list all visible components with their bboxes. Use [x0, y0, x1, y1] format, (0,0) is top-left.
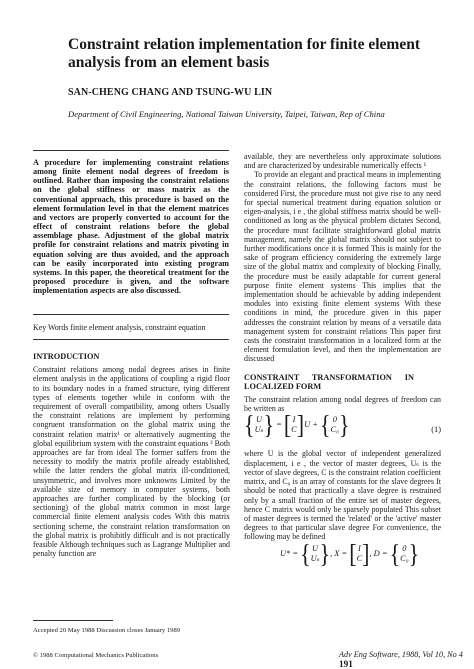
paper-title: Constraint relation implementation for finite element analysis from an element basis: [68, 36, 420, 71]
footer-rule: [33, 620, 113, 621]
abstract-top-rule: [33, 150, 229, 151]
equation-2: U* = {U Uₛ}, X = [I C], D = { 0 C₀}: [280, 537, 420, 568]
affiliation: Department of Civil Engineering, National Taiwan University, Taipei, Taiwan, Rep of China: [68, 109, 385, 119]
paragraph-3: The constraint relation among nodal degrees of freedom can be written as: [244, 395, 441, 414]
equation-1: {U Uₛ} = [I C]U + { 0 C₀} (1): [244, 409, 441, 440]
continuation-text: available, they are nevertheless only approximate solutions and are characterized by undesirable numerically effects ¹: [244, 152, 441, 171]
keywords-rule: [33, 339, 229, 340]
introduction-text: Constraint relations among nodal degrees arises in finite element analysis in the applications of coupling a rigid floor to its boundary nodes in a framed structure, tying different types of elements together while in conform with the requirement of overall compatibility, among others Usually the constraint relations are implement by performing congruent transformation on the global matrix using the constraint relation matrix¹ or alternatively augmenting the global equilibrium system with the constraint equations ² Both approaches are far from ideal The former suffers from the necessity to modify the matrix profile already established, while the latter renders the global matrix ill-conditioned, unsymmetric, and involves more unknowns Limited by the available size of memory in computer systems, both approaches are further complicated by the blocking (or sectioning) of the global matrix common in most large commercial finite element analysis codes With this matrix sectioning scheme, the constraint relation transformation on the global matrix is prohibitly difficult and is not practically feasible Although techniques such as Lagrange Multiplier and penalty function are: [33, 365, 230, 559]
paragraph-4: where U is the global vector of independent generalized displacement, i e , the vector of master degrees, Uₛ is the vector of slave degrees, C is the constraint relation coefficient matrix, and C₀ is an array of constants for the slave degrees It should be noted that practically a slave degree is restrained only by a small fraction of the entire set of master degrees, hence C matrix would only be sparsely populated This subset of master degrees is termed the 'related' or the 'active' master degrees to that particular slave degree For convenience, the following may be defined: [244, 449, 441, 542]
abstract: A procedure for implementing constraint relations among finite element nodal degrees of freedom is outlined. Rather than imposing the constraint relations on the global stiffness or mass matrix as the conventional approach, this procedure is based on the element formulation level in that the element matrices and vectors are properly converted to account for the effect of constraint relations before the global assemblage phase. Adjustment of the global matrix profile for constraint relations and matrix pivoting in equation solving are thus avoided, and the approach can be easily incorporated into existing program systems. In this paper, the theoretical treatment for the proposed procedure is given, and the software implementation aspects are also discussed.: [33, 158, 229, 296]
journal-name: Adv Eng Software, 1988, Vol 10, No 4: [339, 650, 463, 659]
abstract-bottom-rule: [33, 314, 229, 315]
journal-citation: [339, 650, 474, 669]
authors: SAN-CHENG CHANG AND TSUNG-WU LIN: [68, 87, 273, 98]
left-column: [33, 352, 230, 558]
section-heading: CONSTRAINT TRANSFORMATION IN LOCALIZED FORM: [244, 372, 414, 391]
page-number: 191: [339, 659, 353, 669]
copyright: © 1988 Computational Mechanics Publications: [33, 652, 159, 659]
accepted-note: Accepted 20 May 1988 Discussion closes January 1989: [33, 627, 181, 634]
paragraph-2: To provide an elegant and practical means in implementing the constraint relations, the following factors must be considered First, the procedure must not give rise to any need for special numerical treatment during equation solution or eigen-analysis, i e , the global stiffness matrix should be well-conditioned as long as the physical problem dictates Second, the procedure must facilitate straightforward global matrix management, namely the global matrix should not subject to further modifications once it is formed This is mainly for the sake of program efficiency considering the extremely large size of the global matrix and complexity of blocking Finally, the procedure must be easily adaptable for current general purpose finite element systems This implies that the implementation should be achievable by adding independent modules into existing finite element systems With these conditions in mind, the procedure given in this paper addresses the constraint relation by means of a versatile data management system for constraint relations This paper first casts the constraint transformation in a localized form at the element formulation level, and then the implementation are discussed: [244, 170, 442, 364]
right-column: [244, 152, 441, 578]
equation-number: (1): [431, 425, 441, 435]
keywords: Key Words finite element analysis, constraint equation: [33, 323, 206, 332]
introduction-heading: INTRODUCTION: [33, 352, 100, 361]
